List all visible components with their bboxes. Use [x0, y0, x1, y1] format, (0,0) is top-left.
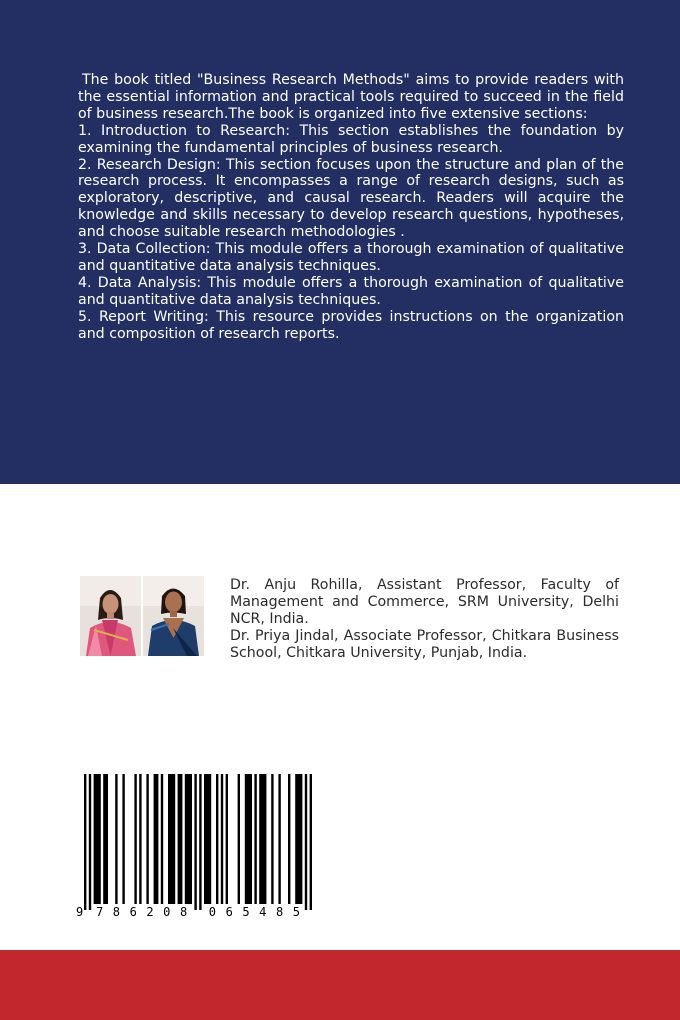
- author-photos: [80, 576, 205, 656]
- author-photo-anju-rohilla: [80, 576, 141, 656]
- barcode-bar: [271, 774, 273, 904]
- barcode-bar: [226, 774, 228, 904]
- back-cover-blue-panel: [0, 0, 680, 484]
- barcode-digit: 0: [208, 905, 217, 918]
- barcode-digit: 8: [112, 905, 121, 918]
- barcode-bar: [245, 774, 252, 904]
- barcode-digit: 4: [259, 905, 267, 918]
- blurb-intro: The book titled "Business Research Methods" aims to provide readers with the essential information and practical tools required to succeed in the field of business research.The book is organized into five extensive sections:: [78, 72, 624, 122]
- bottom-red-band: [0, 950, 680, 1020]
- barcode-digit: 9: [76, 905, 84, 918]
- barcode-digit: 2: [146, 905, 154, 918]
- barcode-bar: [216, 774, 218, 904]
- author-portrait-1-image: [80, 576, 141, 656]
- barcode-bar: [288, 774, 290, 904]
- barcode-bar: [185, 774, 192, 904]
- blurb-section-3: 3. Data Collection: This module offers a thorough examination of qualitative and quantitative data analysis techniques.: [78, 241, 624, 274]
- barcode-bar: [122, 774, 124, 904]
- barcode-bar: [89, 774, 91, 910]
- author-portrait-2-image: [143, 576, 204, 656]
- barcode-bars: [84, 774, 312, 910]
- blurb-section-2: 2. Research Design: This section focuses upon the structure and plan of the research process. It encompasses a range of research designs, such as exploratory, descriptive, and causal research. Readers will acquire the knowledge and skills necessary to develop research questions, hypotheses, and choose suitable research methodologies .: [78, 156, 624, 241]
- barcode-digit: 8: [275, 905, 284, 918]
- barcode-bar: [204, 774, 211, 904]
- barcode-bar: [84, 774, 86, 910]
- barcode-bar: [134, 774, 136, 904]
- barcode-bar: [221, 774, 223, 904]
- blurb-section-5: 5. Report Writing: This resource provides instructions on the organization and composition of research reports.: [78, 308, 624, 342]
- blurb-section-1: 1. Introduction to Research: This section establishes the foundation by examining the fundamental principles of business research.: [78, 122, 624, 156]
- barcode-digit: 5: [242, 905, 250, 918]
- barcode-bar: [103, 774, 108, 904]
- barcode-bar: [238, 774, 240, 904]
- barcode-bar: [310, 774, 312, 910]
- barcode-bar: [278, 774, 280, 904]
- barcode-bar: [259, 774, 266, 904]
- barcode-bar: [94, 774, 101, 904]
- author-bio-1: Dr. Anju Rohilla, Assistant Professor, Faculty of Management and Commerce, SRM University, Delhi NCR, India.: [230, 577, 619, 627]
- book-blurb: [78, 72, 624, 343]
- blurb-section-4: 4. Data Analysis: This module offers a thorough examination of qualitative and quantitative data analysis techniques.: [78, 274, 624, 308]
- barcode-bar: [295, 774, 302, 904]
- author-bio-2: Dr. Priya Jindal, Associate Professor, Chitkara Business School, Chitkara University, Punjab, India.: [230, 627, 619, 661]
- barcode-digit: 0: [163, 905, 171, 918]
- barcode-digit: 7: [95, 905, 104, 918]
- author-photo-priya-jindal: [143, 576, 204, 656]
- barcode-bar: [161, 774, 163, 904]
- barcode-bar: [139, 774, 141, 904]
- barcode-bar: [194, 774, 196, 910]
- barcode-graphic: [72, 774, 318, 918]
- barcode-bar: [254, 774, 256, 904]
- barcode-digit: 8: [179, 905, 188, 918]
- barcode-bar: [168, 774, 175, 904]
- barcode-bar: [115, 774, 117, 904]
- barcode-bar: [199, 774, 201, 910]
- barcode-digit: 5: [292, 905, 301, 918]
- barcode-bar: [154, 774, 159, 904]
- isbn-barcode: [72, 774, 318, 918]
- barcode-bar: [178, 774, 183, 904]
- author-bios: [230, 577, 619, 662]
- barcode-digit: 6: [225, 905, 233, 918]
- barcode-digits: [76, 905, 300, 918]
- barcode-digit: 6: [129, 905, 137, 918]
- barcode-bar: [305, 774, 307, 910]
- barcode-bar: [146, 774, 148, 904]
